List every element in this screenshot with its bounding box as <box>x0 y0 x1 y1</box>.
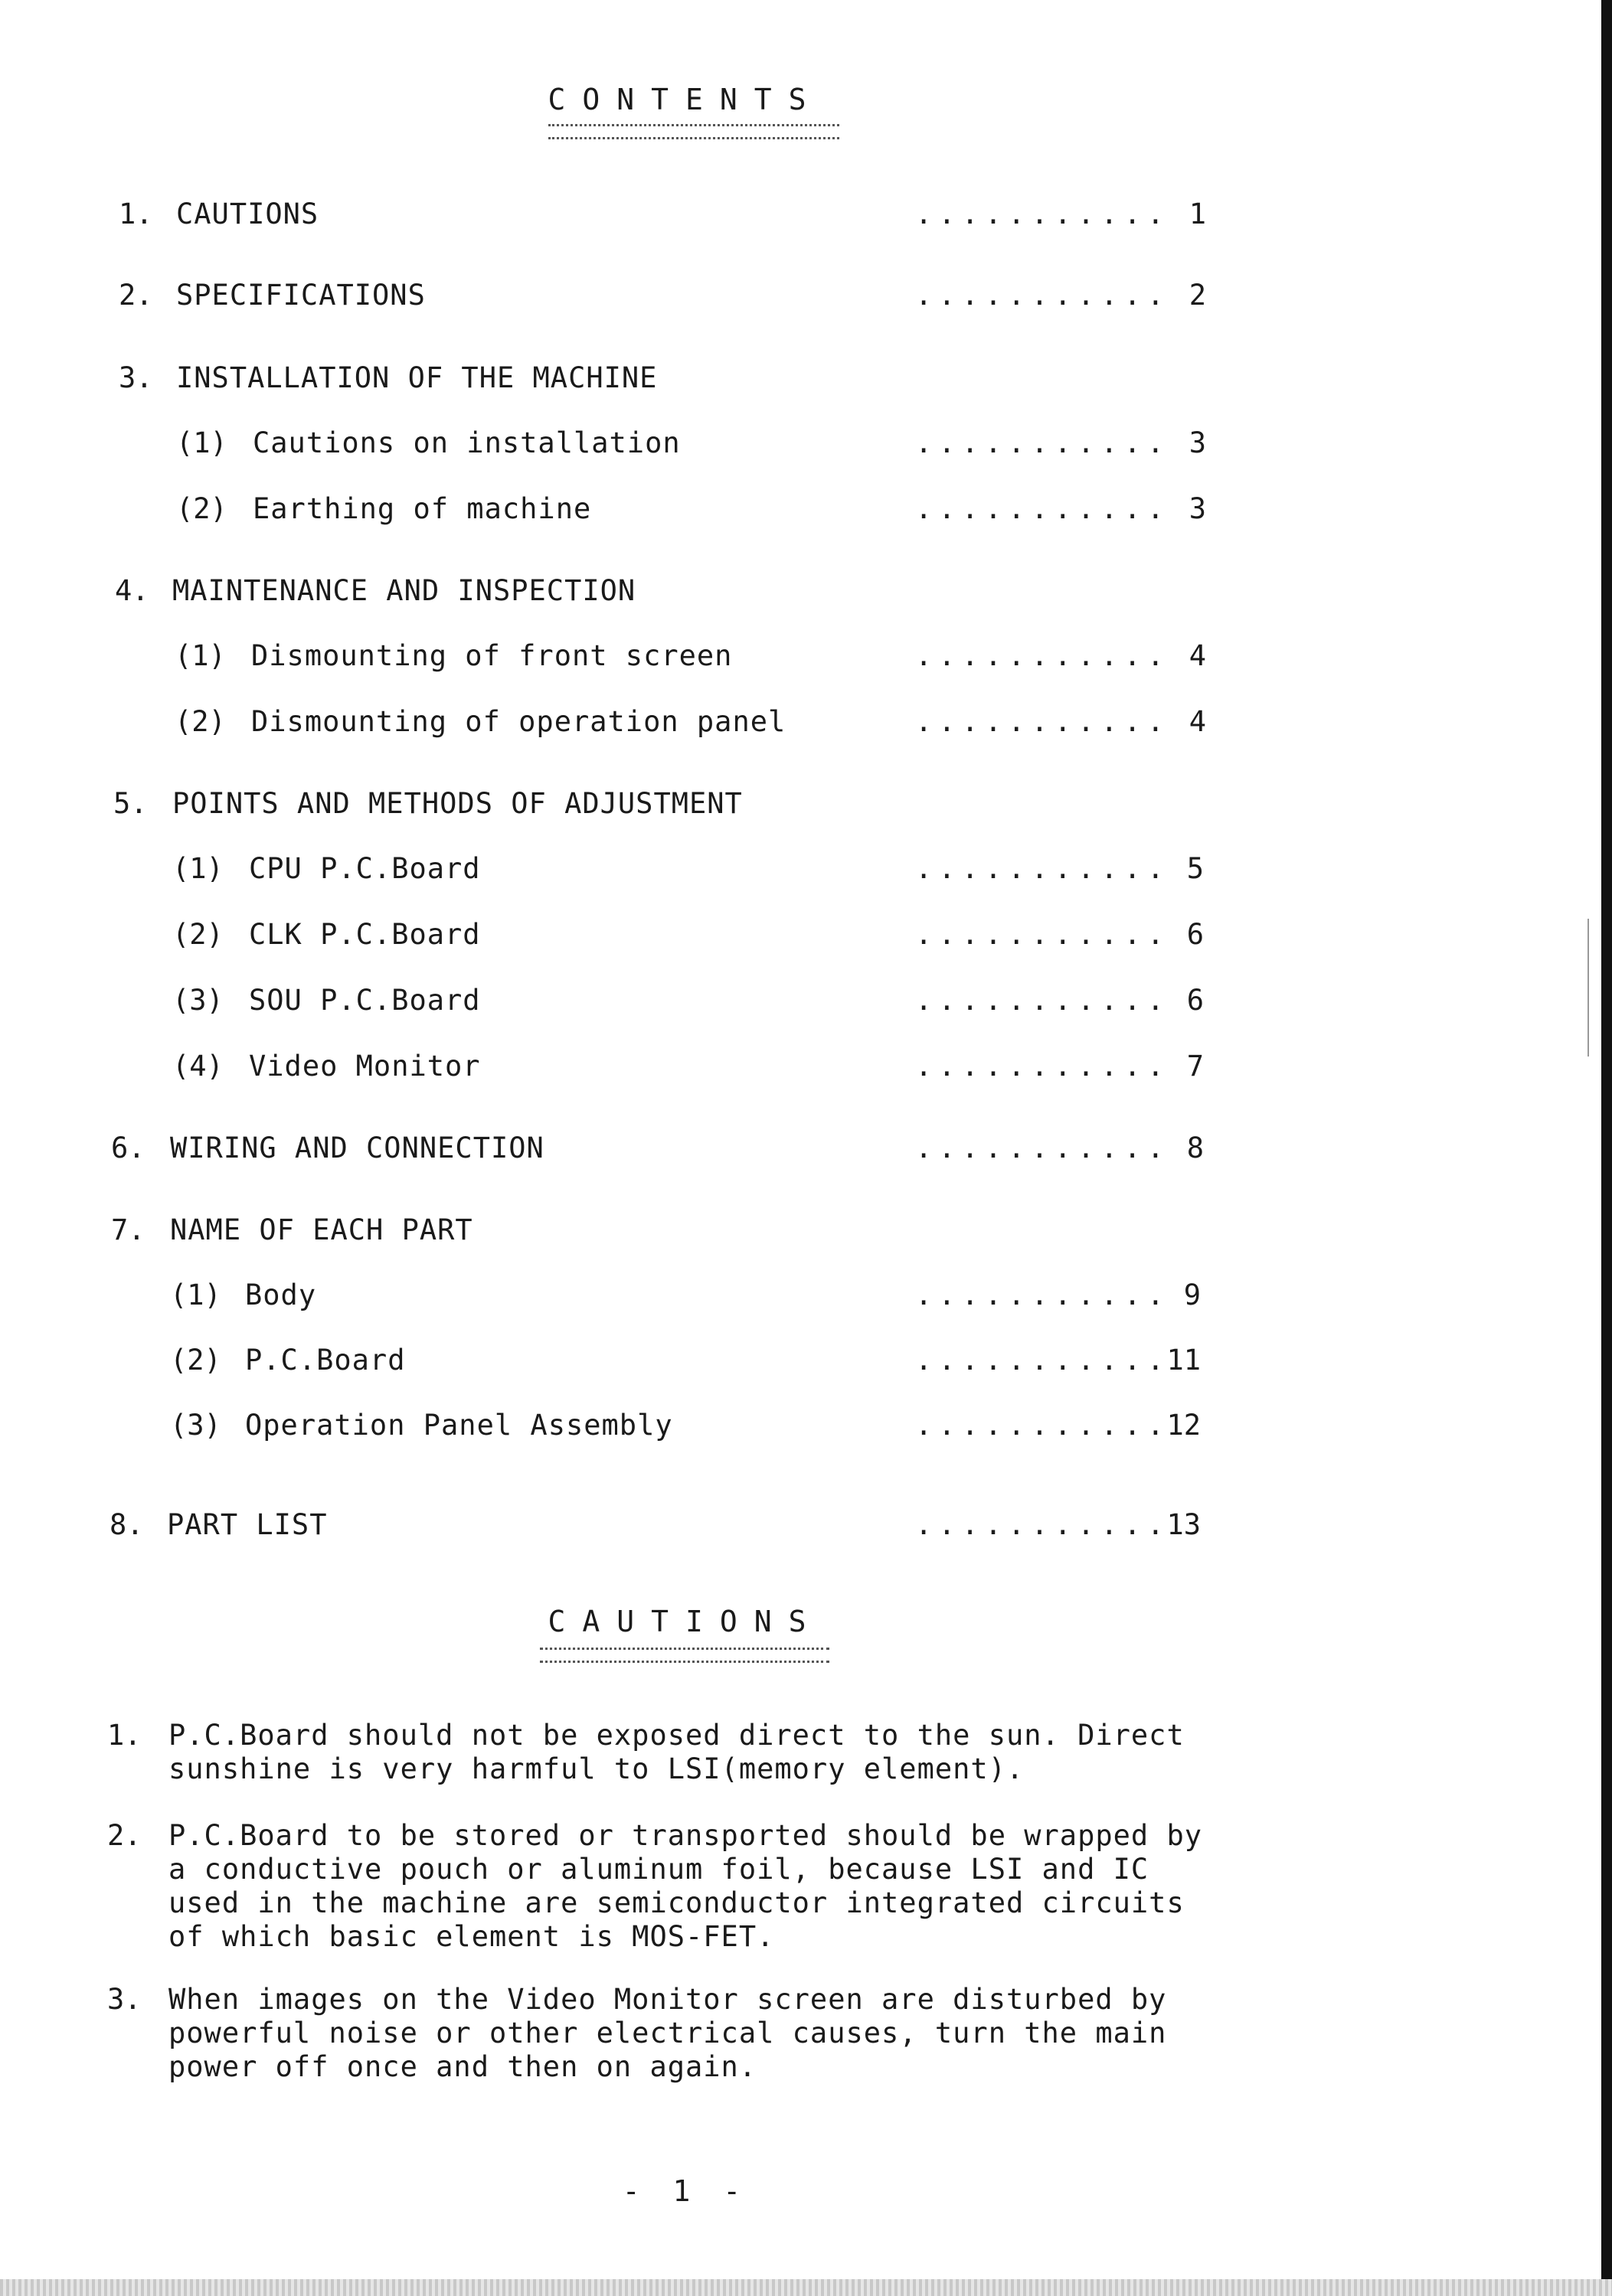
toc-entry-number: (1) <box>172 852 224 885</box>
toc-entry-number: 2. <box>119 279 153 312</box>
toc-entry-leader: ........... <box>915 492 1171 525</box>
toc-entry-leader: ........... <box>915 1344 1171 1377</box>
toc-entry-title: PART LIST <box>167 1508 328 1541</box>
toc-entry-title: Cautions on installation <box>253 426 681 459</box>
toc-entry-leader: ........... <box>915 279 1171 312</box>
toc-entry-leader: ........... <box>915 852 1171 885</box>
toc-entry-title: MAINTENANCE AND INSPECTION <box>172 574 636 607</box>
cautions-heading: CAUTIONS <box>548 1605 823 1638</box>
toc-entry-page: 1 <box>1189 198 1206 230</box>
toc-entry-page: 12 <box>1166 1409 1201 1442</box>
toc-entry-number: 8. <box>110 1508 144 1541</box>
toc-entry-title: P.C.Board <box>245 1344 406 1377</box>
toc-entry-cautions <box>0 198 1225 236</box>
toc-entry-cpu-board <box>0 852 1225 890</box>
cautions-heading-underline <box>540 1648 829 1663</box>
toc-entry-title: POINTS AND METHODS OF ADJUSTMENT <box>172 787 743 820</box>
toc-entry-title: Operation Panel Assembly <box>245 1409 673 1442</box>
toc-entry-title: WIRING AND CONNECTION <box>170 1132 544 1164</box>
toc-entry-clk-board <box>0 918 1225 956</box>
toc-entry-adjustment <box>0 787 1225 825</box>
toc-entry-leader: ........... <box>915 918 1171 951</box>
toc-entry-leader: ........... <box>915 198 1171 230</box>
toc-entry-leader: ........... <box>915 639 1171 672</box>
toc-entry-title: Dismounting of operation panel <box>251 705 786 738</box>
toc-entry-installation <box>0 361 1225 400</box>
toc-entry-title: NAME OF EACH PART <box>170 1213 473 1246</box>
toc-entry-dismounting-operation-panel <box>0 705 1225 743</box>
toc-entry-page: 3 <box>1189 426 1206 459</box>
toc-entry-number: (3) <box>172 984 224 1017</box>
contents-heading: CONTENTS <box>548 83 823 116</box>
toc-entry-number: 4. <box>115 574 149 607</box>
caution-item-number: 2. <box>107 1819 142 1852</box>
toc-entry-leader: ........... <box>915 1132 1171 1164</box>
toc-entry-page: 4 <box>1189 639 1206 672</box>
toc-entry-number: (2) <box>176 492 227 525</box>
toc-entry-leader: ........... <box>915 426 1171 459</box>
toc-entry-number: (1) <box>175 639 226 672</box>
toc-entry-dismounting-front-screen <box>0 639 1225 678</box>
toc-entry-leader: ........... <box>915 1279 1171 1311</box>
toc-entry-title: SPECIFICATIONS <box>176 279 426 312</box>
caution-item-text: When images on the Video Monitor screen are disturbed by powerful noise or other electrical causes, turn the main power off once and then on again. <box>168 1983 1167 2083</box>
toc-entry-page: 3 <box>1189 492 1206 525</box>
toc-entry-page: 2 <box>1189 279 1206 312</box>
caution-item-number: 1. <box>107 1719 142 1752</box>
toc-entry-title: CAUTIONS <box>176 198 319 230</box>
toc-entry-earthing <box>0 492 1225 531</box>
toc-entry-number: 6. <box>111 1132 146 1164</box>
toc-entry-page: 7 <box>1186 1050 1204 1083</box>
toc-entry-number: (2) <box>170 1344 221 1377</box>
toc-entry-title: INSTALLATION OF THE MACHINE <box>176 361 658 394</box>
caution-item-text: P.C.Board to be stored or transported should be wrapped by a conductive pouch or aluminum foil, because LSI and IC used in the machine are semiconductor integrated circuits of which basic element is MOS-FET. <box>168 1819 1203 1953</box>
toc-entry-number: 3. <box>119 361 153 394</box>
toc-entry-title: Video Monitor <box>249 1050 481 1083</box>
toc-entry-number: 7. <box>111 1213 146 1246</box>
toc-entry-body <box>0 1279 1225 1317</box>
toc-entry-video-monitor <box>0 1050 1225 1088</box>
toc-entry-maintenance <box>0 574 1225 612</box>
toc-entry-page: 5 <box>1186 852 1204 885</box>
toc-entry-title: SOU P.C.Board <box>249 984 481 1017</box>
toc-entry-title: Body <box>245 1279 317 1311</box>
toc-entry-wiring <box>0 1132 1225 1170</box>
toc-entry-number: (2) <box>172 918 224 951</box>
scan-edge-bar <box>1601 0 1612 2296</box>
caution-item-number: 3. <box>107 1983 142 2016</box>
toc-entry-title: Earthing of machine <box>253 492 592 525</box>
scan-bottom-band <box>0 2279 1612 2296</box>
toc-entry-title: CPU P.C.Board <box>249 852 481 885</box>
toc-entry-page: 6 <box>1186 984 1204 1017</box>
contents-heading-underline <box>548 124 839 139</box>
toc-entry-leader: ........... <box>915 705 1171 738</box>
toc-entry-number: (2) <box>175 705 226 738</box>
toc-entry-pc-board <box>0 1344 1225 1382</box>
toc-entry-number: 1. <box>119 198 153 230</box>
toc-entry-part-list <box>0 1508 1225 1546</box>
toc-entry-number: (4) <box>172 1050 224 1083</box>
toc-entry-number: 5. <box>113 787 148 820</box>
caution-item-text: P.C.Board should not be exposed direct to the sun. Direct sunshine is very harmful to LSI(memory element). <box>168 1719 1185 1785</box>
toc-entry-page: 11 <box>1166 1344 1201 1377</box>
scan-edge-mark <box>1587 919 1589 1057</box>
toc-entry-sou-board <box>0 984 1225 1022</box>
toc-entry-page: 4 <box>1189 705 1206 738</box>
page-number: - 1 - <box>622 2174 749 2208</box>
toc-entry-page: 8 <box>1186 1132 1204 1164</box>
toc-entry-number: (1) <box>170 1279 221 1311</box>
toc-entry-page: 13 <box>1166 1508 1201 1541</box>
toc-entry-name-of-each-part <box>0 1213 1225 1252</box>
toc-entry-number: (3) <box>170 1409 221 1442</box>
toc-entry-cautions-on-installation <box>0 426 1225 465</box>
toc-entry-leader: ........... <box>915 1050 1171 1083</box>
toc-entry-leader: ........... <box>915 1508 1171 1541</box>
toc-entry-operation-panel-assembly <box>0 1409 1225 1447</box>
toc-entry-page: 6 <box>1186 918 1204 951</box>
toc-entry-leader: ........... <box>915 984 1171 1017</box>
toc-entry-specifications <box>0 279 1225 317</box>
toc-entry-title: CLK P.C.Board <box>249 918 481 951</box>
toc-entry-title: Dismounting of front screen <box>251 639 733 672</box>
toc-entry-number: (1) <box>176 426 227 459</box>
toc-entry-page: 9 <box>1183 1279 1201 1311</box>
toc-entry-leader: ........... <box>915 1409 1171 1442</box>
